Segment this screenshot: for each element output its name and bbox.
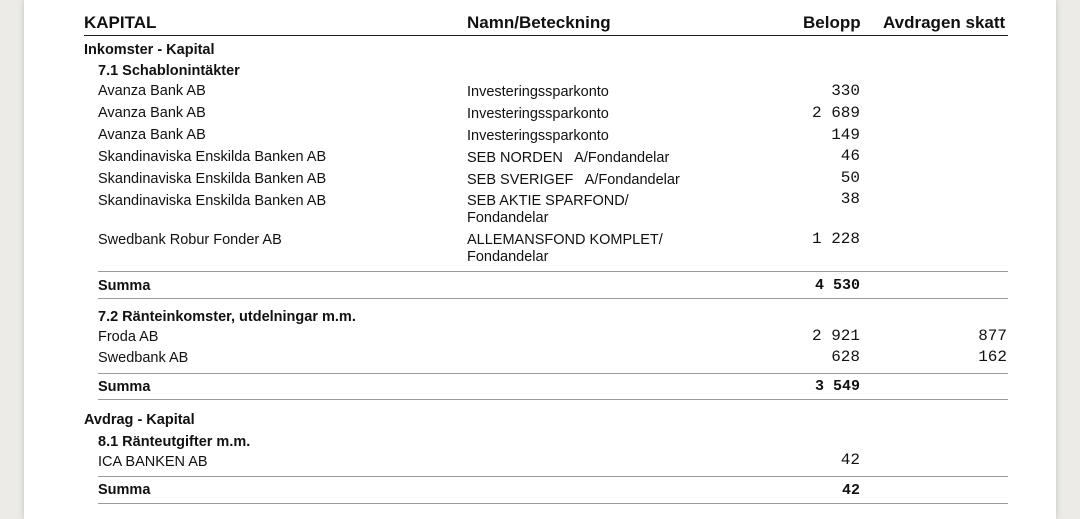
summa-value: 4 530 <box>814 277 860 294</box>
table-row-desc: Investeringssparkonto <box>467 84 609 100</box>
table-row-desc: Investeringssparkonto <box>467 128 609 144</box>
subsection-81-title: 8.1 Ränteutgifter m.m. <box>98 434 251 450</box>
table-row-name: Skandinaviska Enskilda Banken AB <box>98 171 327 187</box>
table-row-desc: SEB NORDEN A/Fondandelar <box>467 150 670 166</box>
header-skatt: Avdragen skatt <box>883 13 1006 32</box>
table-row-desc: SEB SVERIGEF A/Fondandelar <box>467 172 680 188</box>
table-row-amount: 50 <box>840 169 860 187</box>
table-row-name: Skandinaviska Enskilda Banken AB <box>98 149 327 165</box>
table-row-amount: 330 <box>831 82 860 100</box>
table-row-desc: ALLEMANSFOND KOMPLET/ Fondandelar <box>467 232 663 265</box>
summa-value: 3 549 <box>814 378 860 395</box>
table-row-tax: 877 <box>978 327 1007 345</box>
table-row-desc: SEB AKTIE SPARFOND/ Fondandelar <box>467 193 629 226</box>
table-row-name: Avanza Bank AB <box>98 127 206 143</box>
header-divider <box>84 35 1008 36</box>
table-row-amount: 46 <box>840 147 860 165</box>
header-namn: Namn/Beteckning <box>467 13 611 32</box>
row-divider <box>98 476 1008 477</box>
summa-label: Summa <box>98 482 151 498</box>
table-row-amount: 628 <box>831 348 860 366</box>
table-row-name: Swedbank Robur Fonder AB <box>98 232 282 248</box>
table-row-desc: Investeringssparkonto <box>467 106 609 122</box>
table-row-name: Skandinaviska Enskilda Banken AB <box>98 193 327 209</box>
subsection-72-title: 7.2 Ränteinkomster, utdelningar m.m. <box>98 309 356 325</box>
row-divider <box>98 399 1008 400</box>
table-row-amount: 38 <box>840 190 860 208</box>
table-row-name: ICA BANKEN AB <box>98 454 208 470</box>
table-row-tax: 162 <box>978 348 1007 366</box>
table-row-amount: 149 <box>831 126 860 144</box>
table-row-amount: 42 <box>840 451 860 469</box>
row-divider <box>98 298 1008 299</box>
header-kapital: KAPITAL <box>84 13 157 32</box>
summa-label: Summa <box>98 278 151 294</box>
row-divider <box>98 373 1008 374</box>
table-row-name: Swedbank AB <box>98 350 189 366</box>
table-row-amount: 2 921 <box>811 327 860 345</box>
table-row-name: Avanza Bank AB <box>98 105 206 121</box>
row-divider <box>98 503 1008 504</box>
table-row-amount: 2 689 <box>811 104 860 122</box>
summa-label: Summa <box>98 379 151 395</box>
table-row-amount: 1 228 <box>811 230 860 248</box>
subsection-71-title: 7.1 Schablonintäkter <box>98 63 240 79</box>
table-row-name: Froda AB <box>98 329 159 345</box>
row-divider <box>98 271 1008 272</box>
summa-value: 42 <box>841 482 860 499</box>
header-belopp: Belopp <box>803 13 861 32</box>
table-row-name: Avanza Bank AB <box>98 83 206 99</box>
section-avdrag-title: Avdrag - Kapital <box>84 412 195 428</box>
section-inkomster-title: Inkomster - Kapital <box>84 42 215 58</box>
